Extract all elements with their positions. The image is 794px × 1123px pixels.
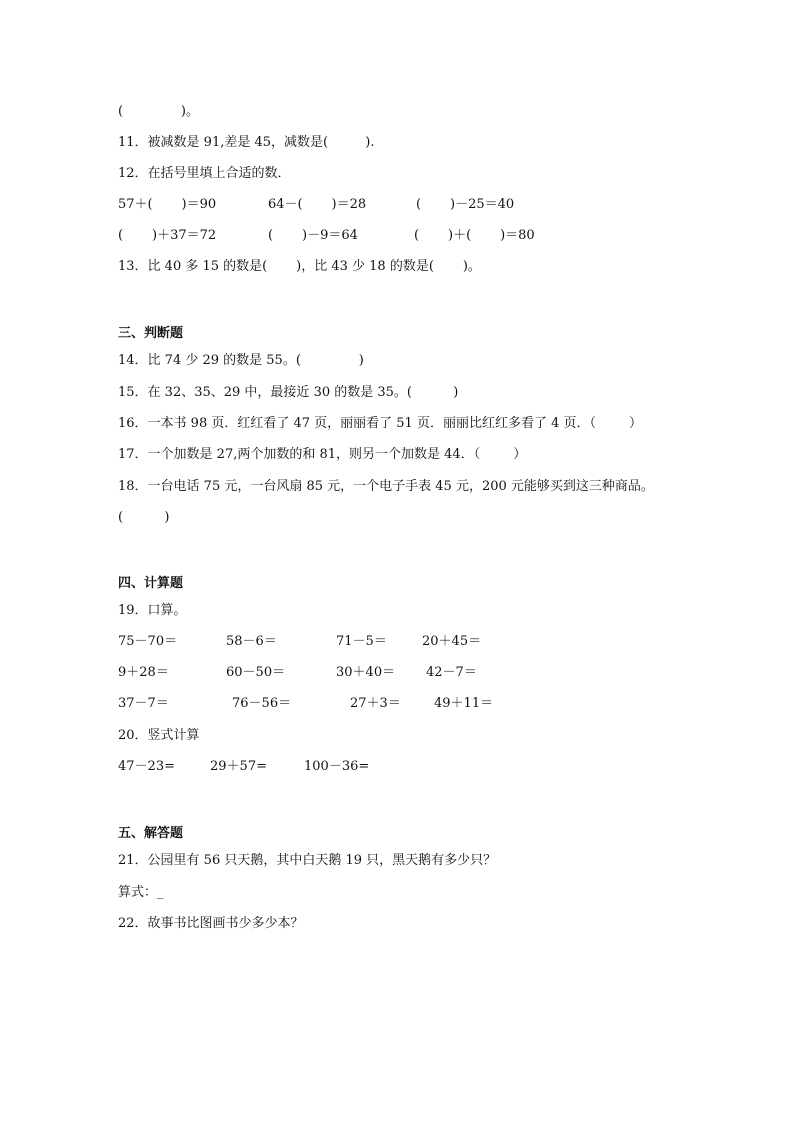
q12-item: ( )＋37＝72 (118, 228, 217, 243)
question-15: 15．在 32、35、29 中，最接近 30 的数是 35。( ) (118, 385, 459, 400)
q12-item: 57＋( )＝90 (118, 197, 217, 212)
question-14: 14．比 74 少 29 的数是 55。( ) (118, 353, 364, 368)
q12-item: ( )－9＝64 (268, 228, 358, 243)
oral-calc-item: 49＋11＝ (434, 696, 494, 711)
oral-calc-item: 71－5＝ (336, 634, 387, 649)
oral-calc-item: 75－70＝ (118, 634, 178, 649)
section-title-judgment: 三、判断题 (118, 326, 184, 341)
question-21-formula: 算式：_ (118, 885, 164, 900)
question-20: 20．竖式计算 (118, 728, 200, 743)
oral-calc-item: 60－50＝ (226, 665, 286, 680)
section-title-calculation: 四、计算题 (118, 576, 184, 591)
oral-calc-item: 9＋28＝ (118, 665, 169, 680)
oral-calc-item: 27＋3＝ (350, 696, 401, 711)
question-18-bracket: ( ) (118, 510, 170, 525)
blank-answer-line: ( )。 (118, 104, 199, 119)
question-21: 21．公园里有 56 只天鹅，其中白天鹅 19 只，黑天鹅有多少只？ (118, 853, 497, 868)
q12-item: ( )＋( )＝80 (414, 228, 535, 243)
oral-calc-item: 76－56＝ (232, 696, 292, 711)
oral-calc-item: 42－7＝ (426, 665, 477, 680)
question-22: 22．故事书比图画书少多少本？ (118, 916, 304, 931)
q12-item: ( )－25＝40 (416, 197, 515, 212)
vertical-calc-item: 100－36= (304, 759, 370, 774)
question-18: 18．一台电话 75 元，一台风扇 85 元，一个电子手表 45 元，200 元能够买到这三种商品。 (118, 479, 654, 494)
vertical-calc-item: 29＋57= (210, 759, 267, 774)
q12-item: 64－( )＝28 (268, 197, 367, 212)
question-11: 11．被减数是 91,差是 45，减数是( ). (118, 135, 375, 150)
question-13: 13．比 40 多 15 的数是( )，比 43 少 18 的数是( )。 (118, 259, 481, 274)
oral-calc-item: 30＋40＝ (336, 665, 396, 680)
question-12: 12．在括号里填上合适的数． (118, 166, 291, 181)
oral-calc-item: 20＋45＝ (422, 634, 482, 649)
question-19: 19．口算。 (118, 603, 187, 618)
oral-calc-item: 58－6＝ (226, 634, 277, 649)
oral-calc-item: 37－7＝ (118, 696, 169, 711)
section-title-word-problems: 五、解答题 (118, 826, 184, 841)
question-16: 16．一本书 98 页．红红看了 47 页，丽丽看了 51 页．丽丽比红红多看了 4 页．（ ） (118, 416, 643, 431)
question-17: 17．一个加数是 27,两个加数的和 81，则另一个加数是 44．（ ） (118, 447, 527, 462)
vertical-calc-item: 47－23= (118, 759, 175, 774)
